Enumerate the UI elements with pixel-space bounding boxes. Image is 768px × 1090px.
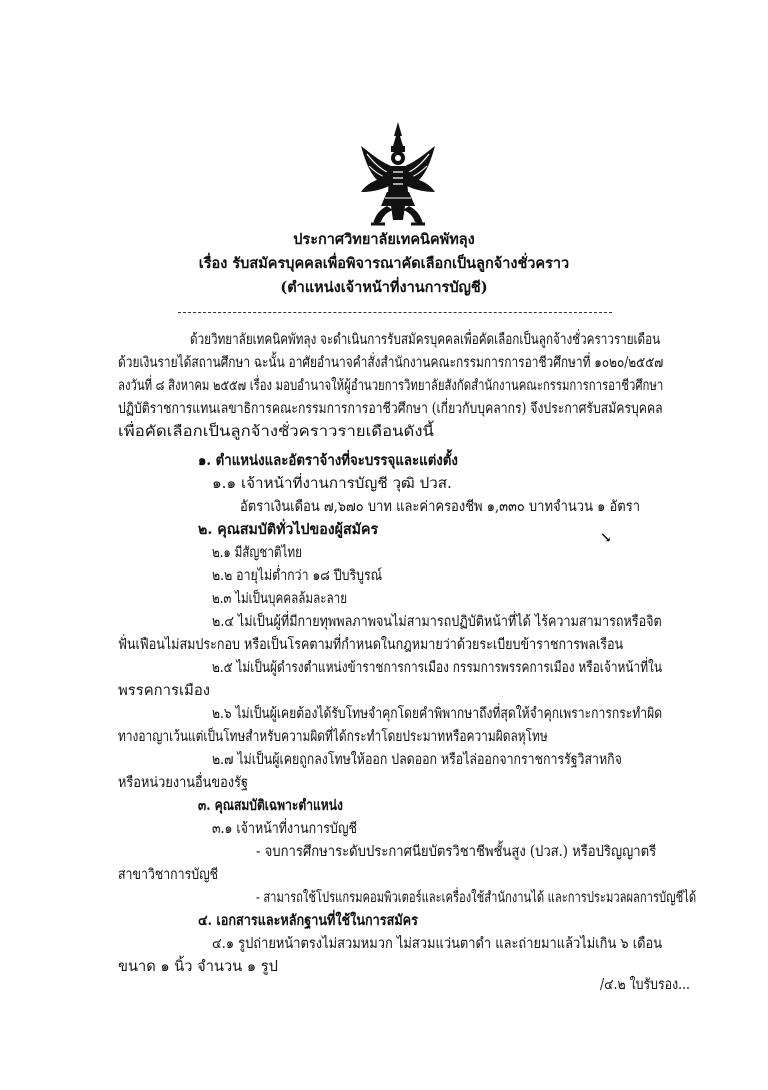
qualification-2-5: ๒.๕ ไม่เป็นผู้ดำรงตำแหน่งข้าราชการการเมือง กรรมการพรรคการเมือง หรือเจ้าหน้าที่ใน [212,660,662,676]
continuation-note: /๔.๒ ใบรับรอง... [600,977,690,993]
section-3-heading: ๓. คุณสมบัติเฉพาะตำแหน่ง [198,797,343,814]
qualification-2-7: ๒.๗ ไม่เป็นผู้เคยถูกลงโทษให้ออก ปลดออก หรือไล่ออกจากราชการรัฐวิสาหกิจ [212,752,622,768]
section-3-item: ๓.๑ เจ้าหน้าที่งานการบัญชี [212,821,357,837]
margin-mark: ↘ [600,530,612,546]
section-4-heading: ๔. เอกสารและหลักฐานที่ใช้ในการสมัคร [198,912,418,929]
section-1-item: ๑.๑ เจ้าหน้าที่งานการบัญชี วุฒิ ปวส. [212,476,452,492]
intro-line-2: ด้วยเงินรายได้สถานศึกษา ฉะนั้น อาศัยอำนาจคำสั่งสำนักงานคณะกรรมการการอาชีวศึกษาที่ ๑๐๒๐/๒๕๕๗ [118,355,664,371]
announcement-subject: เรื่อง รับสมัครบุคคลเพื่อพิจารณาคัดเลือกเป็นลูกจ้างชั่วคราว [198,255,570,272]
section-1-heading: ๑. ตำแหน่งและอัตราจ้างที่จะบรรจุและแต่งตั้ง [198,452,458,469]
qualification-2-7-cont: หรือหน่วยงานอื่นของรัฐ [118,775,249,791]
garuda-emblem-icon [357,120,439,230]
document-4-1: ๔.๑ รูปถ่ายหน้าตรงไม่สวมหมวก ไม่สวมแว่นตาดำ และถ่ายมาแล้วไม่เกิน ๖ เดือน [212,936,663,952]
qualification-2-3: ๒.๓ ไม่เป็นบุคคลล้มละลาย [212,591,348,607]
intro-line-5: เพื่อคัดเลือกเป็นลูกจ้างชั่วคราวรายเดือนดังนี้ [118,424,434,440]
section-3-education-cont: สาขาวิชาการบัญชี [118,867,219,883]
position-note: (ตำแหน่งเจ้าหน้าที่งานการบัญชี) [280,279,488,296]
section-3-education: - จบการศึกษาระดับประกาศนียบัตรวิชาชีพชั้นสูง (ปวส.) หรือปริญญาตรี [256,844,657,860]
document-4-1-cont: ขนาด ๑ นิ้ว จำนวน ๑ รูป [118,959,278,975]
section-2-heading: ๒. คุณสมบัติทั่วไปของผู้สมัคร [198,521,379,538]
header-divider [178,312,612,313]
qualification-2-2: ๒.๒ อายุไม่ต่ำกว่า ๑๘ ปีบริบูรณ์ [212,568,383,584]
section-3-skills: - สามารถใช้โปรแกรมคอมพิวเตอร์และเครื่องใช้สำนักงานได้ และการประมวลผลการบัญชีได้ [256,890,697,906]
intro-line-1: ด้วยวิทยาลัยเทคนิคพัทลุง จะดำเนินการรับสมัครบุคคลเพื่อคัดเลือกเป็นลูกจ้างชั่วคราวรายเดือน [190,332,661,348]
qualification-2-4: ๒.๔ ไม่เป็นผู้ที่มีกายทุพพลภาพจนไม่สามารถปฏิบัติหน้าที่ได้ ไร้ความสามารถหรือจิต [212,614,662,630]
qualification-2-5-cont: พรรคการเมือง [118,683,211,699]
qualification-2-4-cont: ฟั่นเฟือนไม่สมประกอบ หรือเป็นโรคตามที่กำหนดในกฎหมายว่าด้วยระเบียบข้าราชการพลเรือน [118,637,624,653]
section-1-salary: อัตราเงินเดือน ๗,๖๗๐ บาท และค่าครองชีพ ๑,๓๓๐ บาทจำนวน ๑ อัตรา [240,499,641,515]
qualification-2-6-cont: ทางอาญาเว้นแต่เป็นโทษสำหรับความผิดที่ได้กระทำโดยประมาทหรือความผิดลหุโทษ [118,729,548,745]
qualification-2-6: ๒.๖ ไม่เป็นผู้เคยต้องได้รับโทษจำคุกโดยคำพิพากษาถึงที่สุดให้จำคุกเพราะการกระทำผิด [212,706,663,722]
intro-line-3: ลงวันที่ ๘ สิงหาคม ๒๕๕๗ เรื่อง มอบอำนาจให้ผู้อำนวยการวิทยาลัยสังกัดสำนักงานคณะกรรมการการอาชีวศึกษา [118,378,664,394]
intro-line-4: ปฏิบัติราชการแทนเลขาธิการคณะกรรมการการอาชีวศึกษา (เกี่ยวกับบุคลากร) จึงประกาศรับสมัครบุคคล [118,401,663,417]
announcement-title: ประกาศวิทยาลัยเทคนิคพัทลุง [293,231,475,248]
qualification-2-1: ๒.๑ มีสัญชาติไทย [212,545,302,561]
